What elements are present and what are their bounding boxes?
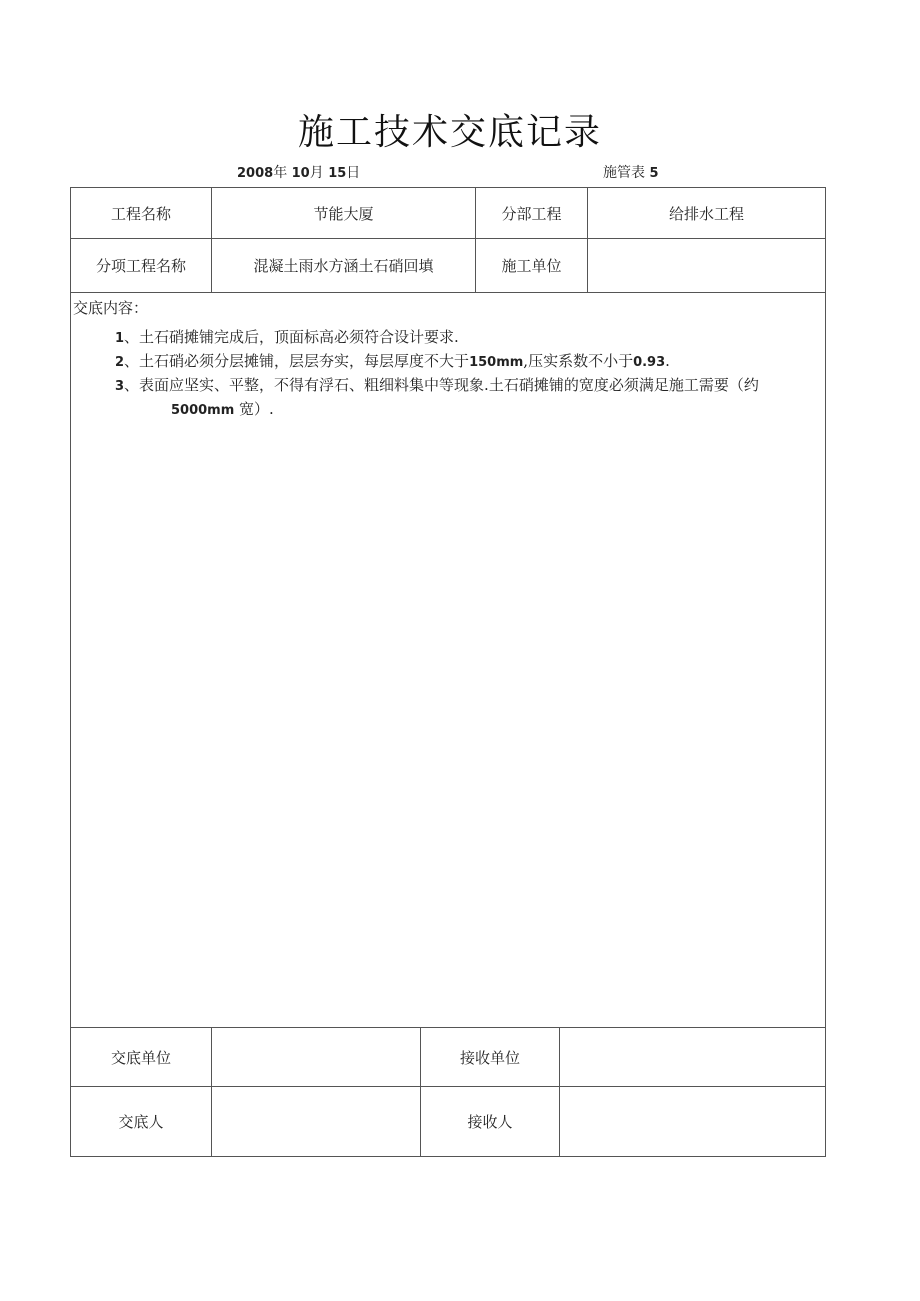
contractor-value: [588, 239, 825, 292]
content-item-3: [115, 374, 759, 395]
item-text: .: [665, 352, 670, 370]
row-divider: [70, 292, 826, 293]
receiver-label: 接收人: [467, 1113, 513, 1131]
item-text: 、土石硝摊铺完成后，顶面标高必须符合设计要求.: [124, 328, 459, 346]
project-name-value: 节能大厦: [313, 204, 374, 223]
date-day: 15: [328, 166, 347, 181]
compaction-value: 0.93: [633, 355, 666, 370]
issuing-unit-label: 交底单位: [110, 1048, 171, 1067]
division-value: 给排水工程: [668, 204, 744, 223]
date-year-unit: 年: [273, 165, 288, 181]
document-date: [237, 162, 360, 182]
item-text: ,压实系数不小于: [523, 352, 634, 370]
form-number: [603, 162, 659, 182]
subitem-value: 混凝土雨水方涵土石硝回填: [253, 257, 434, 275]
item-text: 、表面应坚实、平整，不得有浮石、粗细料集中等现象.土石硝摊铺的宽度必须满足施工需要（约: [124, 376, 759, 394]
item-text: 、土石硝必须分层摊铺，层层夯实，每层厚度不大于: [124, 352, 470, 370]
content-item-2: [115, 350, 670, 371]
date-month-unit: 月: [309, 165, 324, 181]
page-title: 施工技术交底记录: [297, 112, 602, 153]
receiving-unit-label: 接收单位: [459, 1048, 520, 1067]
form-number-value: 5: [649, 166, 659, 181]
item-number: 1: [115, 331, 125, 346]
item-number: 2: [115, 355, 125, 370]
receiving-unit-value: [560, 1028, 825, 1086]
issuer-label: 交底人: [118, 1113, 164, 1131]
receiver-value: [560, 1087, 825, 1156]
date-year: 2008: [237, 166, 274, 181]
content-item-3-continued: [171, 398, 274, 419]
issuing-unit-value: [212, 1028, 420, 1086]
item-text: 宽）.: [234, 400, 274, 418]
width-value: 5000mm: [171, 403, 235, 418]
issuer-value: [212, 1087, 420, 1156]
content-item-1: [115, 326, 459, 347]
division-label: 分部工程: [501, 204, 562, 223]
content-label: 交底内容：: [73, 299, 149, 317]
date-day-unit: 日: [346, 165, 361, 181]
item-number: 3: [115, 379, 125, 394]
form-number-label: 施管表: [603, 165, 645, 181]
date-month: 10: [291, 166, 310, 181]
thickness-value: 150mm: [469, 355, 524, 370]
subitem-label: 分项工程名称: [95, 257, 186, 275]
project-name-label: 工程名称: [110, 204, 171, 223]
contractor-label: 施工单位: [501, 257, 562, 275]
